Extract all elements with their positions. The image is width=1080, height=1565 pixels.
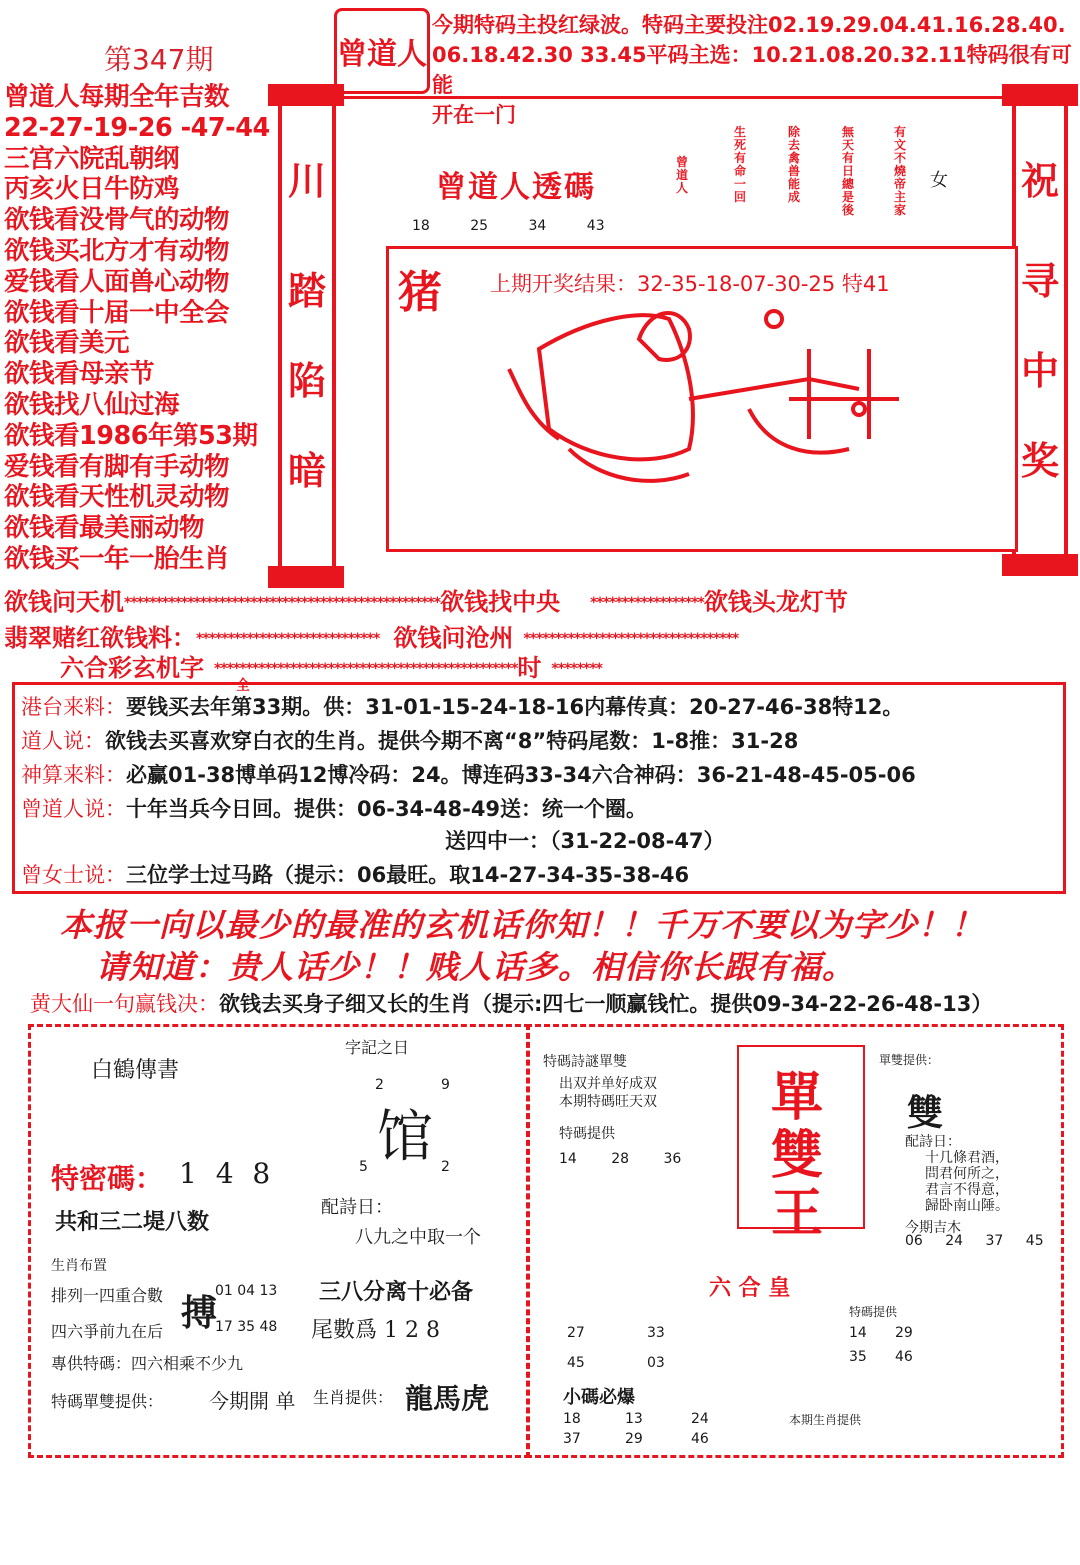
info-line (21, 759, 916, 789)
poem-column: 曾道人 (676, 155, 689, 195)
row-label: 排列一四重合數 (51, 1286, 164, 1305)
row-value: 01 04 13 (215, 1283, 278, 1299)
info-line (445, 825, 725, 855)
banner-glyph: 暗 (287, 448, 326, 493)
info-value: 送四中一：（31-22-08-47） (445, 829, 725, 853)
pei-line: 歸卧南山陲。 (925, 1198, 1009, 1214)
banner-glyph: 陷 (287, 358, 326, 403)
grid-number: 03 (647, 1355, 665, 1371)
vertical-banner-right (1012, 86, 1068, 574)
bottom-number: 46 (691, 1431, 709, 1447)
poem-title: 特碼詩謎單雙 (543, 1054, 627, 1070)
banner-cap (1002, 84, 1078, 106)
xiaoma-title: 小碼必爆 (563, 1387, 635, 1408)
pei-line: 十几條君酒， (925, 1150, 1009, 1166)
big-character: 王 (771, 1183, 824, 1244)
zi-number: 5 (359, 1159, 368, 1175)
stars-divider: ********************************** (523, 631, 739, 647)
huang-value: 欲钱去买身子细又长的生肖（提示:四七一顺赢钱忙。提供09-34-22-26-48-13） (219, 992, 993, 1016)
list-item: 欲钱看最美丽动物 (4, 513, 205, 544)
sanba-text: 三八分离十必备 (319, 1280, 474, 1305)
zi-character: 馆 (377, 1105, 433, 1170)
bottom-number: 29 (625, 1431, 643, 1447)
pei-foot: 今期吉木 (905, 1220, 961, 1236)
stars-divider: ************************************************ (214, 661, 518, 677)
info-box (12, 682, 1066, 894)
bottom-left-panel (28, 1024, 530, 1458)
row-label: 專供特碼：四六相乘不少九 (51, 1354, 244, 1373)
list-item: 欲钱买北方才有动物 (4, 235, 230, 266)
banner-glyph: 奖 (1020, 438, 1059, 483)
liuhe-title: 六 合 皇 (709, 1275, 791, 1301)
title-numbers: 18 25 34 43 (412, 218, 605, 234)
zi-title: 字記之日 (345, 1038, 410, 1057)
tema-numbers: 14 28 36 (559, 1151, 682, 1167)
pei-label: 配詩日： (905, 1134, 961, 1150)
huang-daxian-line (30, 988, 992, 1018)
special-value: 1 4 8 (179, 1157, 271, 1190)
header-line-1: 今期特码主投红绿波。特码主要投注02.19.29.04.41.16.28.40. (432, 13, 1066, 37)
poem-column: 無天有日總是後 (842, 125, 855, 217)
tianji-mid: 欲钱找中央 (440, 588, 561, 616)
info-value: 十年当兵今日回。提供：06-34-48-49送：统一个圈。 (126, 797, 648, 821)
big-character: 單 (771, 1067, 824, 1128)
zi-number: 2 (375, 1077, 384, 1093)
shuang-title: 單雙提供： (879, 1053, 940, 1067)
bottom-number: 13 (625, 1411, 643, 1427)
info-label: 曾女士说： (21, 863, 126, 887)
logo-text: 曾道人 (337, 37, 427, 72)
shengxiao-title: 生肖布置 (51, 1258, 107, 1274)
list-item: 曾道人每期全年吉数 (4, 82, 230, 112)
bottom-right-panel (526, 1024, 1064, 1458)
list-item: 欲钱看母亲节 (4, 359, 155, 390)
grid-number: 35 (849, 1349, 867, 1365)
list-item: 欲钱看没骨气的动物 (4, 205, 230, 236)
info-value: 欲钱去买喜欢穿白衣的生肖。提供今期不离“8”特码尾数：1-8推：31-28 (105, 729, 799, 753)
banner-glyph: 寻 (1020, 258, 1059, 303)
info-label: 道人说： (21, 729, 105, 753)
xuanji-sub: 全 (236, 678, 250, 694)
xuanji-label: 六合彩玄机字 (60, 654, 204, 682)
info-line (21, 859, 689, 889)
list-item: 欲钱看1986年第53期 (4, 420, 258, 451)
female-label: 女 (930, 170, 948, 191)
poem-column: 除去禽兽能成 (788, 125, 801, 204)
shengxiao-label: 生肖提供： (313, 1388, 394, 1407)
banner-glyph: 中 (1020, 348, 1059, 393)
info-value: 三位学士过马路（提示：06最旺。取14-27-34-35-38-46 (126, 863, 690, 887)
weishu-text: 尾數爲 1 2 8 (311, 1318, 440, 1343)
main-title: 曾道人透碼 (436, 170, 596, 205)
zi-number: 2 (441, 1159, 450, 1175)
header-line-2: 06.18.42.30 33.45平码主选：10.21.08.20.32.11特码很有可能 (432, 43, 1072, 97)
poem-line: 本期特碼旺天双 (559, 1094, 657, 1110)
banner-glyph: 川 (287, 158, 326, 203)
info-line (21, 725, 798, 755)
row-tianji (4, 582, 848, 617)
bo-character: 搏 (181, 1292, 218, 1334)
row-label: 四六爭前九在后 (51, 1322, 164, 1341)
special-sub: 共和三二堤八数 (55, 1209, 210, 1235)
info-label: 神算来料： (21, 763, 126, 787)
vertical-banner-left (278, 86, 336, 586)
right-numbers: 06 24 37 45 (905, 1233, 1044, 1249)
row-value: 今期開 单 (209, 1389, 296, 1413)
list-item: 欲钱买一年一胎生肖 (4, 543, 230, 574)
info-label: 曾道人说： (21, 797, 126, 821)
shengxiao-value: 龍馬虎 (405, 1382, 490, 1415)
stars-divider: ************************************************** (124, 595, 441, 611)
pei-line: 問君何所之， (925, 1166, 1009, 1182)
banner-cap (1002, 554, 1078, 576)
banner-glyph: 踏 (287, 268, 326, 313)
tianji-label: 欲钱问天机 (4, 588, 124, 616)
grid-number: 45 (567, 1355, 585, 1371)
feicui-label: 翡翠赌红欲钱料： (4, 624, 196, 652)
poem-column: 有文不燒帝主家 (894, 125, 907, 217)
poem-column: 生死有命一回 (734, 125, 747, 204)
last-draw-result: 上期开奖结果：32-35-18-07-30-25 特41 (490, 272, 890, 296)
list-item: 三宫六院乱朝纲 (4, 143, 180, 174)
peishi-label: 配詩日： (321, 1197, 393, 1218)
header-line-3: 开在一门 (432, 103, 516, 127)
stars-divider: ***************************** (196, 631, 380, 647)
tema-title: 特碼提供 (559, 1126, 615, 1142)
issue-number: 第347期 (104, 43, 214, 76)
panel-title: 白鶴傳書 (91, 1058, 180, 1083)
slogan-1: 本报一向以最少的最准的玄机话你知！！千万不要以为字少！！ (60, 906, 985, 944)
shengxiao-title-right: 本期生肖提供 (789, 1413, 862, 1427)
list-item: 欲钱看美元 (4, 328, 130, 359)
peishi-value: 八九之中取一个 (355, 1227, 481, 1248)
info-line (21, 793, 647, 823)
zodiac-pig: 猪 (398, 267, 442, 318)
bottom-number: 24 (691, 1411, 709, 1427)
big-character: 雙 (771, 1125, 824, 1186)
list-item: 22-27-19-26 -47-44 (4, 112, 270, 143)
row-value: 17 35 48 (215, 1319, 278, 1335)
stars-divider: ****************** (590, 595, 704, 611)
list-item: 爱钱看人面兽心动物 (4, 266, 230, 297)
slogan-2: 请知道：贵人话少！！贱人话多。相信你长跟有福。 (96, 948, 856, 986)
info-label: 港台来料： (21, 695, 126, 719)
tianji-end: 欲钱头龙灯节 (703, 588, 848, 616)
bottom-number: 18 (563, 1411, 581, 1427)
banner-glyph: 祝 (1020, 158, 1059, 203)
info-line (21, 691, 903, 721)
grid-number: 46 (895, 1349, 913, 1365)
feicui-mid: 欲钱问沧州 (393, 624, 514, 652)
grid-number: 29 (895, 1325, 913, 1341)
list-item: 欲钱找八仙过海 (4, 389, 180, 420)
info-value: 要钱买去年第33期。供：31-01-15-24-18-16内幕传真：20-27-46-38特12。 (126, 695, 904, 719)
bottom-number: 37 (563, 1431, 581, 1447)
info-value: 必赢01-38博单码12博冷码：24。博连码33-34六合神码：36-21-48-45-05-06 (126, 763, 916, 787)
logo (334, 8, 430, 94)
xuanji-end: 时 (517, 654, 542, 682)
list-item: 欲钱看十届一中全会 (4, 297, 230, 328)
huang-label: 黄大仙一句赢钱决： (30, 992, 219, 1016)
poem-line: 出双并单好成双 (559, 1076, 657, 1092)
dan-shuang-wang-box (737, 1045, 865, 1244)
pei-line: 君言不得意， (925, 1182, 1009, 1198)
list-item: 爱钱看有脚有手动物 (4, 451, 230, 482)
list-item: 欲钱看天性机灵动物 (4, 482, 230, 513)
grid-number: 27 (567, 1325, 585, 1341)
zi-number: 9 (441, 1077, 450, 1093)
tema2-title: 特碼提供 (849, 1305, 898, 1319)
list-item: 丙亥火日牛防鸡 (4, 174, 180, 205)
left-clue-list (4, 82, 279, 575)
shuang-character: 雙 (907, 1092, 944, 1134)
stars-divider: ******** (551, 661, 602, 677)
special-label: 特密碼： (51, 1162, 164, 1195)
grid-number: 33 (647, 1325, 665, 1341)
row-label: 特碼單雙提供： (51, 1392, 164, 1411)
grid-number: 14 (849, 1325, 867, 1341)
